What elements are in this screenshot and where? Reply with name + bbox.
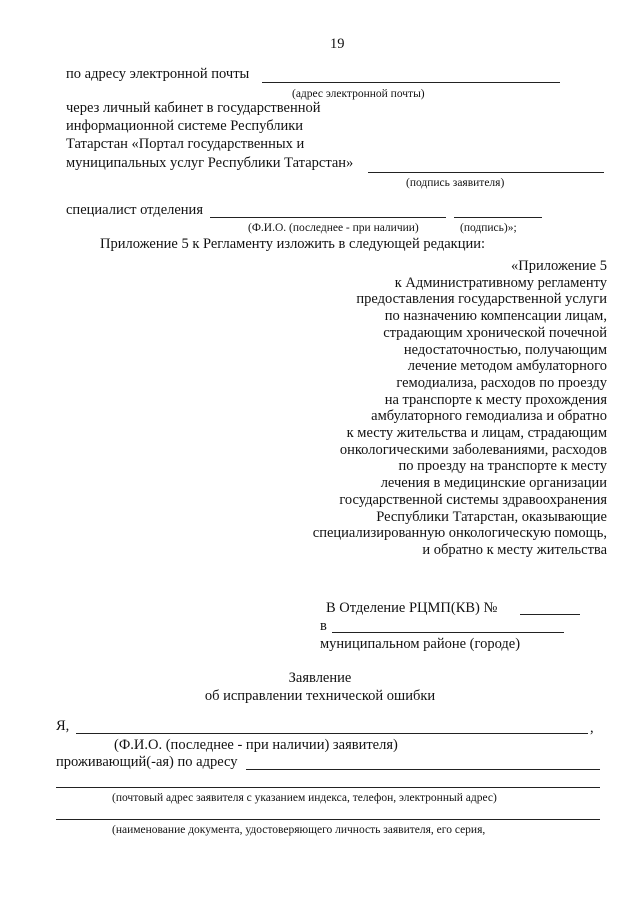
appendix-header: [287, 258, 607, 559]
appendix-line: предоставления государственной услуги: [356, 291, 607, 308]
appendix-line: по проезду на транспорте к месту: [398, 458, 607, 475]
appendix-line: специализированную онкологическую помощь,: [312, 525, 607, 542]
document-caption: (наименование документа, удостоверяющего личность заявителя, его серия,: [112, 824, 486, 836]
applicant-fio-line[interactable]: [76, 733, 588, 734]
district-line[interactable]: [332, 632, 564, 633]
cabinet-line-2: информационной системе Республики: [66, 118, 304, 134]
appendix-line: к Административному регламенту: [394, 274, 607, 291]
addressee-line-2-prefix: в: [320, 618, 327, 634]
appendix-line: страдающим хронической почечной: [383, 324, 607, 341]
specialist-label: специалист отделения: [66, 202, 203, 218]
addressee-line-1: В Отделение РЦМП(КВ) №: [326, 600, 498, 616]
i-suffix: ,: [590, 720, 594, 736]
appendix-line: лечения в медицинские организации: [380, 475, 607, 492]
appendix-line: «Приложение 5: [511, 258, 607, 274]
i-label: Я,: [56, 718, 70, 734]
cabinet-line-3: Татарстан «Портал государственных и: [66, 136, 305, 152]
appendix-line: государственной системы здравоохранения: [339, 491, 607, 508]
address-line-2[interactable]: [56, 787, 600, 788]
appendix-line: амбулаторного гемодиализа и обратно: [371, 408, 607, 425]
page-number: 19: [330, 36, 345, 52]
specialist-sign-caption: (подпись)»;: [460, 222, 517, 234]
appendix-line: онкологическими заболеваниями, расходов: [339, 441, 607, 458]
specialist-fio-caption: (Ф.И.О. (последнее - при наличии): [248, 222, 419, 234]
document-line[interactable]: [56, 819, 600, 820]
appendix-line: Республики Татарстан, оказывающие: [376, 508, 607, 525]
title-line-2: об исправлении технической ошибки: [204, 688, 436, 704]
residing-label: проживающий(-ая) по адресу: [56, 754, 238, 770]
appendix-intro: Приложение 5 к Регламенту изложить в следующей редакции:: [100, 236, 486, 252]
email-label: по адресу электронной почты: [66, 66, 250, 82]
appendix-line: на транспорте к месту прохождения: [384, 391, 607, 408]
signature-line[interactable]: [368, 172, 604, 173]
applicant-fio-caption: (Ф.И.О. (последнее - при наличии) заявителя): [114, 737, 398, 753]
title-line-1: Заявление: [288, 670, 352, 686]
addressee-line-3: муниципальном районе (городе): [320, 636, 521, 652]
email-line[interactable]: [262, 82, 560, 83]
appendix-line: гемодиализа, расходов по проезду: [396, 374, 607, 391]
appendix-line: и обратно к месту жительства: [422, 541, 607, 558]
appendix-line: недостаточностью, получающим: [403, 341, 607, 358]
address-line-1[interactable]: [246, 769, 600, 770]
cabinet-line-4: муниципальных услуг Республики Татарстан»: [66, 155, 354, 171]
specialist-sign-line[interactable]: [454, 217, 542, 218]
appendix-line: по назначению компенсации лицам,: [384, 308, 607, 325]
appendix-line: лечение методом амбулаторного: [407, 358, 607, 375]
department-number-line[interactable]: [520, 614, 580, 615]
specialist-fio-line[interactable]: [210, 217, 446, 218]
signature-caption: (подпись заявителя): [406, 177, 505, 189]
appendix-line: к месту жительства и лицам, страдающим: [346, 425, 607, 442]
cabinet-line-1: через личный кабинет в государственной: [66, 100, 321, 116]
email-caption: (адрес электронной почты): [292, 88, 425, 100]
postal-caption: (почтовый адрес заявителя с указанием индекса, телефон, электронный адрес): [112, 792, 497, 804]
